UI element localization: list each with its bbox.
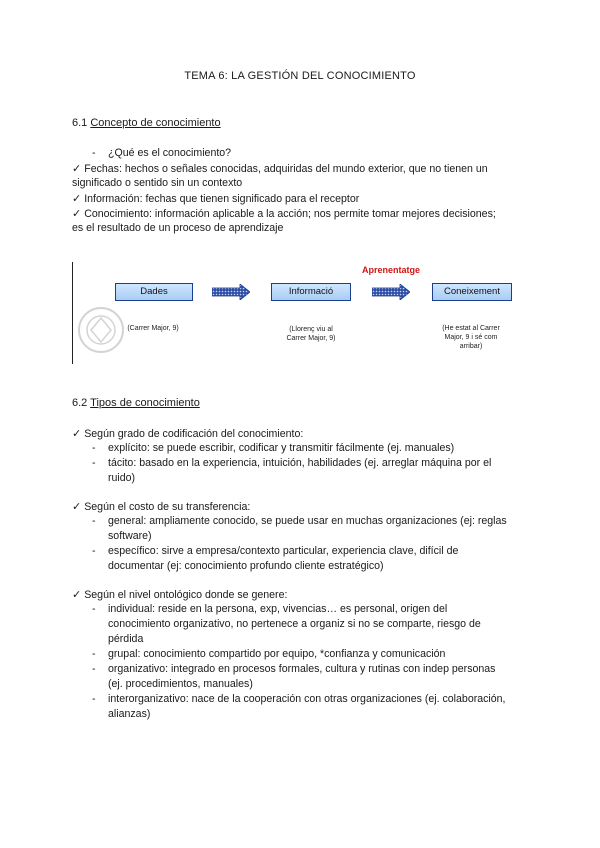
coneixement-example-line: (He estat al Carrer (442, 325, 500, 332)
coneixement-box: Coneixement (432, 283, 512, 301)
informacio-example-line: (Llorenç viu al (289, 326, 333, 333)
fechas-definition (72, 161, 488, 177)
interorganizativo-item: interorganizativo: nace de la cooperación con otras organizaciones (ej. colaboración, (108, 693, 506, 705)
ontologico-heading (72, 587, 287, 603)
text: Según el nivel ontológico donde se genere: (84, 589, 288, 601)
dash-marker: - (92, 147, 96, 159)
tacito-item-cont: ruido) (108, 472, 136, 484)
section-number: 6.1 (72, 117, 91, 129)
interorganizativo-item-cont: alianzas) (108, 708, 151, 720)
dash-marker: - (92, 603, 96, 615)
organizativo-item: organizativo: integrado en procesos formales, cultura y rutinas con indep personas (108, 663, 496, 675)
text: Según grado de codificación del conocimiento: (84, 428, 304, 440)
knowledge-diagram (70, 262, 530, 366)
tacito-item: tácito: basado en la experiencia, intuición, habilidades (ej. arreglar máquina por el (108, 457, 492, 469)
section-heading-6-1 (72, 117, 221, 129)
watermark-seal-icon (76, 302, 126, 358)
text: Información: fechas que tienen significado para el receptor (84, 193, 360, 205)
organizativo-item-cont: (ej. procedimientos, manuales) (108, 678, 253, 690)
informacio-example-line: Carrer Major, 9) (286, 335, 336, 342)
grupal-item: grupal: conocimiento compartido por equipo, *confianza y comunicación (108, 648, 446, 660)
conocimiento-definition (72, 206, 496, 222)
coneixement-example-line: arribar) (459, 343, 483, 350)
informacion-definition (72, 191, 359, 207)
general-item-cont: software) (108, 530, 152, 542)
arrow-right-icon (372, 284, 410, 300)
codificacion-heading (72, 426, 303, 442)
dades-box: Dades (115, 283, 193, 301)
dades-example: (Carrer Major, 9) (127, 325, 179, 332)
individual-item: individual: reside en la persona, exp, vivencias… es personal, origen del (108, 603, 448, 615)
section-number: 6.2 (72, 397, 91, 409)
conocimiento-definition-cont: es el resultado de un proceso de aprendizaje (72, 222, 284, 234)
section-title: Tipos de conocimiento (90, 397, 200, 409)
diagram-left-border (72, 262, 73, 364)
coneixement-example-line: Major, 9 i sé com (444, 334, 498, 341)
individual-item-cont: pérdida (108, 633, 144, 645)
dash-marker: - (92, 515, 96, 527)
dash-marker: - (92, 545, 96, 557)
explicito-item: explícito: se puede escribir, codificar y transmitir fácilmente (ej. manuales) (108, 442, 455, 454)
general-item: general: ampliamente conocido, se puede usar en muchas organizaciones (ej: reglas (108, 515, 507, 527)
especifico-item-cont: documentar (ej: conocimiento profundo cliente estratégico) (108, 560, 384, 572)
individual-item-cont: conocimiento organizativo, no pertenece a organiz si no se comparte, riesgo de (108, 618, 481, 630)
informacio-box: Informació (271, 283, 351, 301)
fechas-definition-cont: significado o sentido sin un contexto (72, 177, 243, 189)
dash-marker: - (92, 648, 96, 660)
section-title: Concepto de conocimiento (90, 117, 221, 129)
text: Fechas: hechos o señales conocidas, adquiridas del mundo exterior, que no tienen un (84, 163, 488, 175)
text: Conocimiento: información aplicable a la acción; nos permite tomar mejores decisiones; (84, 208, 496, 220)
text: Según el costo de su transferencia: (84, 501, 251, 513)
costo-heading (72, 499, 250, 515)
page-title: TEMA 6: LA GESTIÓN DEL CONOCIMIENTO (184, 70, 416, 82)
especifico-item: específico: sirve a empresa/contexto particular, experiencia clave, difícil de (108, 545, 459, 557)
aprenentatge-label: Aprenentatge (362, 265, 421, 275)
arrow-right-icon (212, 284, 250, 300)
dash-marker: - (92, 442, 96, 454)
dash-marker: - (92, 663, 96, 675)
dash-marker: - (92, 457, 96, 469)
question-text: ¿Qué es el conocimiento? (108, 147, 232, 159)
dash-marker: - (92, 693, 96, 705)
coneixement-example (434, 324, 508, 351)
section-heading-6-2 (72, 397, 200, 409)
informacio-example (275, 325, 347, 343)
